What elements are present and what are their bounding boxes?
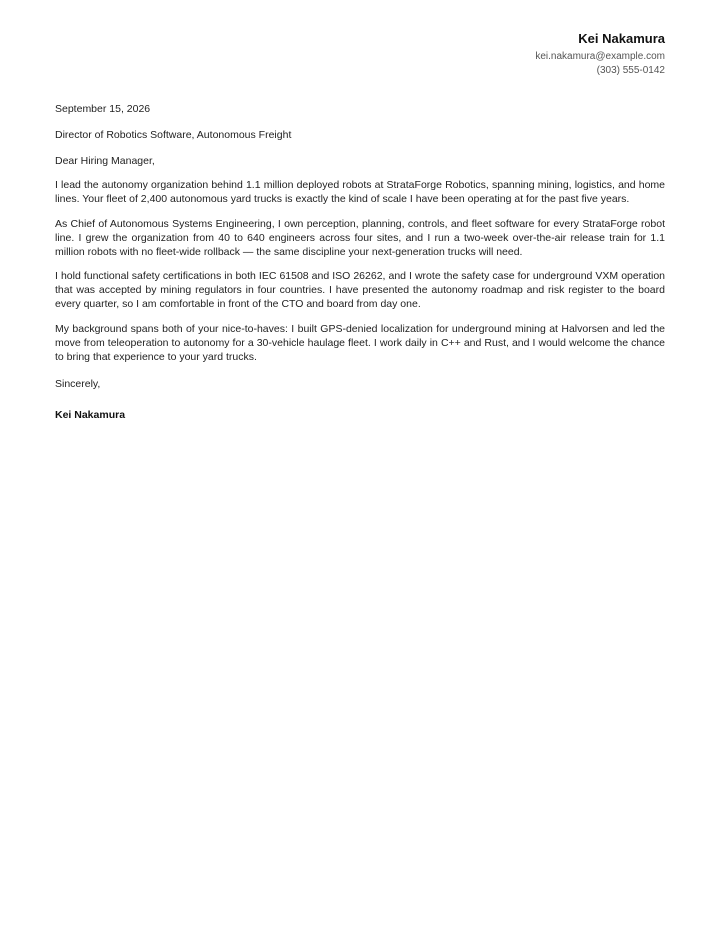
recipient-line: Director of Robotics Software, Autonomous Freight [55,129,292,141]
body-paragraph-1: I lead the autonomy organization behind 1.1 million deployed robots at StrataForge Robotics, spanning mining, logistics, and home lines. Your fleet of 2,400 autonomous yard trucks is exactly the kind of scale I have been operating at for the past five years. [55,179,665,205]
body-paragraph-2: As Chief of Autonomous Systems Engineering, I own perception, planning, controls, and fleet software for every StrataForge robot line. I grew the organization from 40 to 640 engineers across four sites, and I run a two-week over-the-air release train for 1.1 million robots with no fleet-wide rollback — the same discipline your next-generation trucks will need. [55,217,665,258]
signature-name: Kei Nakamura [55,408,126,421]
closing: Sincerely, [55,377,101,390]
sender-phone: (303) 555-0142 [596,65,665,76]
salutation: Dear Hiring Manager, [55,155,155,167]
body-paragraph-4: My background spans both of your nice-to-haves: I built GPS-denied localization for underground mining at Halvorsen and led the move from teleoperation to autonomy for a 30-vehicle haulage fleet. I work daily in C++ and Rust, and I would welcome the chance to bring that experience to your yard trucks. [55,322,665,363]
sender-email: kei.nakamura@example.com [535,51,665,62]
body-paragraph-3: I hold functional safety certifications in both IEC 61508 and ISO 26262, and I wrote the safety case for underground VXM operation that was accepted by mining regulators in four countries. I have presented the autonomy roadmap and risk register to the board every quarter, so I am comfortable in front of the CTO and board from day one. [55,270,665,310]
letterhead [55,30,665,78]
sender-name: Kei Nakamura [578,31,665,46]
letter-body [55,178,665,364]
letter-date: September 15, 2026 [55,103,151,115]
